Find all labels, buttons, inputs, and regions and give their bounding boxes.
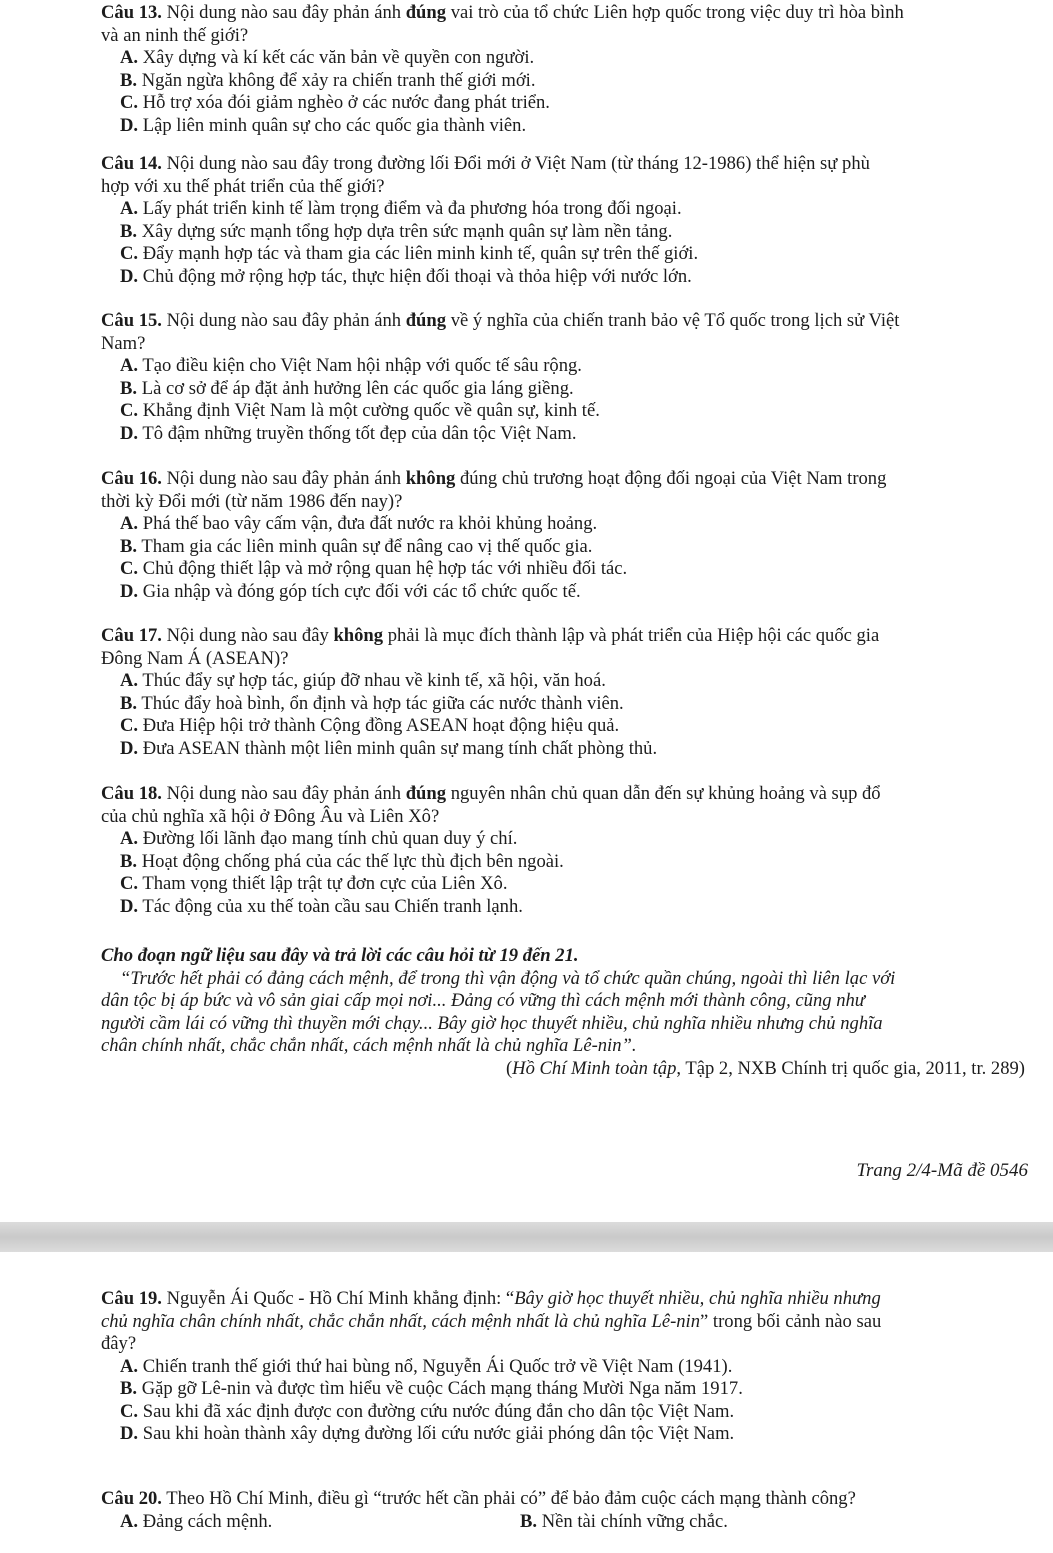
option-text: Đảng cách mệnh. xyxy=(142,1510,273,1532)
option-c xyxy=(120,243,1041,266)
stem-text: Đông Nam Á (ASEAN)? xyxy=(101,647,289,669)
option-letter: B. xyxy=(520,1510,538,1532)
question-stem xyxy=(101,1488,1041,1511)
option-text: Lấy phát triển kinh tế làm trọng điểm và đa phương hóa trong đối ngoại. xyxy=(142,198,682,219)
stem-text: về ý nghĩa của chiến tranh bảo vệ Tổ quốc trong lịch sử Việt xyxy=(446,310,900,331)
question-20 xyxy=(101,1488,1041,1533)
option-b xyxy=(120,378,1041,401)
stem-text: và an ninh thế giới? xyxy=(101,24,249,46)
question-stem xyxy=(101,2,1041,25)
question-13 xyxy=(101,2,1041,137)
stem-quote: chủ nghĩa chân chính nhất, chắc chắn nhất, cách mệnh nhất là chủ nghĩa Lê-nin xyxy=(101,1310,701,1332)
option-text: Tham gia các liên minh quân sự để nâng cao vị thế quốc gia. xyxy=(141,535,593,557)
option-c xyxy=(120,92,1041,115)
option-letter: B. xyxy=(120,850,138,872)
option-text: Tạo điều kiện cho Việt Nam hội nhập với quốc tế sâu rộng. xyxy=(142,355,582,376)
stem-emphasis: không xyxy=(405,468,456,489)
option-letter: B. xyxy=(120,692,138,714)
option-b xyxy=(120,851,1041,874)
passage-line: chân chính nhất, chắc chắn nhất, cách mệnh nhất là chủ nghĩa Lê-nin”. xyxy=(101,1035,637,1057)
option-b xyxy=(520,1511,728,1534)
passage-instruction: Cho đoạn ngữ liệu sau đây và trả lời các câu hỏi từ 19 đến 21. xyxy=(101,945,579,966)
passage-line: “Trước hết phải có đảng cách mệnh, để trong thì vận động và tổ chức quần chúng, ngoài thì liên lạc với xyxy=(120,967,896,989)
option-d xyxy=(120,1423,1041,1446)
question-18 xyxy=(101,783,1041,918)
question-number: Câu 18. xyxy=(101,783,162,804)
option-text: Tác động của xu thế toàn cầu sau Chiến tranh lạnh. xyxy=(142,895,523,917)
option-text: Xây dựng sức mạnh tổng hợp dựa trên sức mạnh quân sự làm nền tảng. xyxy=(141,220,673,242)
option-c xyxy=(120,558,1041,581)
option-letter: C. xyxy=(120,1400,139,1422)
option-c xyxy=(120,873,1041,896)
option-b xyxy=(120,221,1041,244)
option-c xyxy=(120,715,1041,738)
stem-text: ” trong bối cảnh nào sau xyxy=(700,1310,882,1332)
option-a xyxy=(120,1356,1041,1379)
option-letter: A. xyxy=(120,198,139,219)
option-letter: A. xyxy=(120,1355,139,1377)
stem-text: Nội dung nào sau đây xyxy=(166,625,334,646)
option-letter: A. xyxy=(120,47,139,68)
stem-text: vai trò của tổ chức Liên hợp quốc trong việc duy trì hòa bình xyxy=(446,2,904,23)
option-b xyxy=(120,693,1041,716)
question-stem xyxy=(101,153,1041,176)
question-17 xyxy=(101,625,1041,760)
option-text: Đưa ASEAN thành một liên minh quân sự mang tính chất phòng thủ. xyxy=(142,737,658,759)
option-letter: D. xyxy=(120,895,139,917)
option-text: Xây dựng và kí kết các văn bản về quyền con người. xyxy=(142,47,535,68)
option-letter: D. xyxy=(120,114,139,136)
option-text: Hoạt động chống phá của các thế lực thù địch bên ngoài. xyxy=(141,850,564,872)
stem-quote: Bây giờ học thuyết nhiều, chủ nghĩa nhiều nhưng xyxy=(514,1288,881,1309)
option-text: Sau khi hoàn thành xây dựng đường lối cứu nước giải phóng dân tộc Việt Nam. xyxy=(142,1423,735,1444)
option-letter: D. xyxy=(120,1423,139,1444)
passage-source xyxy=(101,1058,1041,1081)
stem-text: Nội dung nào sau đây phản ánh xyxy=(166,310,406,331)
stem-text: phải là mục đích thành lập và phát triển của Hiệp hội các quốc gia xyxy=(383,625,880,646)
option-a xyxy=(120,513,1041,536)
option-letter: A. xyxy=(120,828,139,849)
option-letter: B. xyxy=(120,377,138,399)
option-text: Thúc đẩy sự hợp tác, giúp đỡ nhau về kinh tế, xã hội, văn hoá. xyxy=(142,670,606,691)
option-letter: C. xyxy=(120,92,139,113)
question-number: Câu 14. xyxy=(101,153,162,174)
option-text: Là cơ sở để áp đặt ảnh hưởng lên các quốc gia láng giềng. xyxy=(141,377,574,399)
option-letter: A. xyxy=(120,1510,139,1532)
source-details: , Tập 2, NXB Chính trị quốc gia, 2011, tr. 289) xyxy=(676,1057,1025,1079)
source-paren: ( xyxy=(505,1057,513,1079)
stem-text: hợp với xu thế phát triển của thế giới? xyxy=(101,175,385,197)
stem-emphasis: không xyxy=(333,625,384,646)
stem-text: đây? xyxy=(101,1333,137,1354)
option-text: Chiến tranh thế giới thứ hai bùng nổ, Nguyễn Ái Quốc trở về Việt Nam (1941). xyxy=(142,1355,733,1377)
option-text: Khẳng định Việt Nam là một cường quốc về quân sự, kinh tế. xyxy=(142,400,600,421)
option-letter: D. xyxy=(120,580,139,602)
stem-text: Theo Hồ Chí Minh, điều gì “trước hết cần phải có” để bảo đảm cuộc cách mạng thành công? xyxy=(166,1488,856,1509)
option-d xyxy=(120,423,1041,446)
stem-text: Nội dung nào sau đây phản ánh xyxy=(166,2,406,23)
source-title: Hồ Chí Minh toàn tập xyxy=(512,1057,677,1079)
question-number: Câu 19. xyxy=(101,1288,162,1309)
option-text: Nền tài chính vững chắc. xyxy=(541,1510,728,1532)
option-d xyxy=(120,115,1041,138)
option-a xyxy=(120,355,1041,378)
option-letter: A. xyxy=(120,355,139,376)
option-text: Ngăn ngừa không để xảy ra chiến tranh thế giới mới. xyxy=(141,69,536,91)
option-b xyxy=(120,536,1041,559)
question-number: Câu 16. xyxy=(101,468,162,489)
question-stem xyxy=(101,783,1041,806)
page-separator xyxy=(0,1222,1053,1252)
option-letter: B. xyxy=(120,69,138,91)
question-stem xyxy=(101,625,1041,648)
stem-text: Nam? xyxy=(101,332,146,354)
option-letter: A. xyxy=(120,513,139,534)
exam-page-3 xyxy=(0,1252,1053,1553)
option-text: Tô đậm những truyền thống tốt đẹp của dân tộc Việt Nam. xyxy=(142,422,577,444)
question-stem xyxy=(101,468,1041,491)
question-stem xyxy=(101,1288,1041,1311)
question-15 xyxy=(101,310,1041,445)
option-c xyxy=(120,400,1041,423)
question-19 xyxy=(101,1288,1041,1446)
question-14 xyxy=(101,153,1041,288)
option-text: Tham vọng thiết lập trật tự đơn cực của Liên Xô. xyxy=(142,873,508,894)
option-text: Đưa Hiệp hội trở thành Cộng đồng ASEAN hoạt động hiệu quả. xyxy=(142,715,620,736)
option-b xyxy=(120,1378,1041,1401)
option-letter: B. xyxy=(120,535,138,557)
question-number: Câu 17. xyxy=(101,625,162,646)
option-text: Lập liên minh quân sự cho các quốc gia thành viên. xyxy=(142,114,527,136)
option-text: Gặp gỡ Lê-nin và được tìm hiểu về cuộc Cách mạng tháng Mười Nga năm 1917. xyxy=(141,1378,743,1399)
option-letter: C. xyxy=(120,558,139,579)
passage-line: người cầm lái có vững thì thuyền mới chạy... Bây giờ học thuyết nhiều, chủ nghĩa nhiều nhưng chủ nghĩa xyxy=(101,1012,883,1034)
option-a xyxy=(120,47,1041,70)
stem-emphasis: đúng xyxy=(405,783,447,804)
passage-line: dân tộc bị áp bức và vô sản giai cấp mọi nơi... Đảng có vững thì cách mệnh mới thành công, cũng như xyxy=(101,990,865,1012)
stem-text: nguyên nhân chủ quan dẫn đến sự khủng hoảng và sụp đổ xyxy=(446,783,881,804)
option-a xyxy=(120,1511,520,1534)
stem-text: Nội dung nào sau đây phản ánh xyxy=(166,783,406,804)
stem-text: đúng chủ trương hoạt động đối ngoại của Việt Nam trong xyxy=(455,468,887,489)
page-footer: Trang 2/4-Mã đề 0546 xyxy=(856,1160,1028,1181)
option-d xyxy=(120,738,1041,761)
option-a xyxy=(120,198,1041,221)
stem-emphasis: đúng xyxy=(405,310,447,331)
option-letter: C. xyxy=(120,873,139,894)
stem-text: Nội dung nào sau đây trong đường lối Đổi mới ở Việt Nam (từ tháng 12-1986) thể hiện sự phù xyxy=(166,153,870,174)
option-d xyxy=(120,896,1041,919)
option-c xyxy=(120,1401,1041,1424)
option-letter: C. xyxy=(120,243,139,264)
option-text: Đẩy mạnh hợp tác và tham gia các liên minh kinh tế, quân sự trên thế giới. xyxy=(142,243,699,264)
option-letter: D. xyxy=(120,422,139,444)
option-letter: B. xyxy=(120,220,138,242)
option-text: Sau khi đã xác định được con đường cứu nước đúng đắn cho dân tộc Việt Nam. xyxy=(142,1400,735,1422)
question-number: Câu 20. xyxy=(101,1488,162,1509)
question-stem xyxy=(101,1311,1041,1334)
option-text: Gia nhập và đóng góp tích cực đối với các tổ chức quốc tế. xyxy=(142,580,581,602)
question-number: Câu 15. xyxy=(101,310,162,331)
option-letter: D. xyxy=(120,265,139,287)
stem-text: của chủ nghĩa xã hội ở Đông Âu và Liên Xô? xyxy=(101,805,440,827)
option-b xyxy=(120,70,1041,93)
option-text: Đường lối lãnh đạo mang tính chủ quan duy ý chí. xyxy=(142,828,518,849)
option-a xyxy=(120,828,1041,851)
option-text: Chủ động thiết lập và mở rộng quan hệ hợp tác với nhiều đối tác. xyxy=(142,558,628,579)
stem-text: thời kỳ Đổi mới (từ năm 1986 đến nay)? xyxy=(101,490,403,512)
option-letter: A. xyxy=(120,670,139,691)
option-text: Phá thế bao vây cấm vận, đưa đất nước ra khỏi khủng hoảng. xyxy=(142,513,598,534)
option-text: Hỗ trợ xóa đói giảm nghèo ở các nước đang phát triển. xyxy=(142,92,550,113)
question-16 xyxy=(101,468,1041,603)
option-letter: B. xyxy=(120,1378,138,1399)
option-a xyxy=(120,670,1041,693)
option-text: Thúc đẩy hoà bình, ổn định và hợp tác giữa các nước thành viên. xyxy=(141,692,624,714)
option-letter: C. xyxy=(120,400,139,421)
options-row xyxy=(120,1511,1041,1534)
question-stem xyxy=(101,310,1041,333)
question-number: Câu 13. xyxy=(101,2,162,23)
option-text: Chủ động mở rộng hợp tác, thực hiện đối thoại và thỏa hiệp với nước lớn. xyxy=(142,265,692,287)
option-letter: C. xyxy=(120,715,139,736)
option-letter: D. xyxy=(120,737,139,759)
option-d xyxy=(120,581,1041,604)
reading-passage xyxy=(101,945,1041,1081)
stem-emphasis: đúng xyxy=(405,2,447,23)
stem-text: Nguyễn Ái Quốc - Hồ Chí Minh khẳng định: “ xyxy=(166,1288,515,1309)
option-d xyxy=(120,266,1041,289)
stem-text: Nội dung nào sau đây phản ánh xyxy=(166,468,406,489)
